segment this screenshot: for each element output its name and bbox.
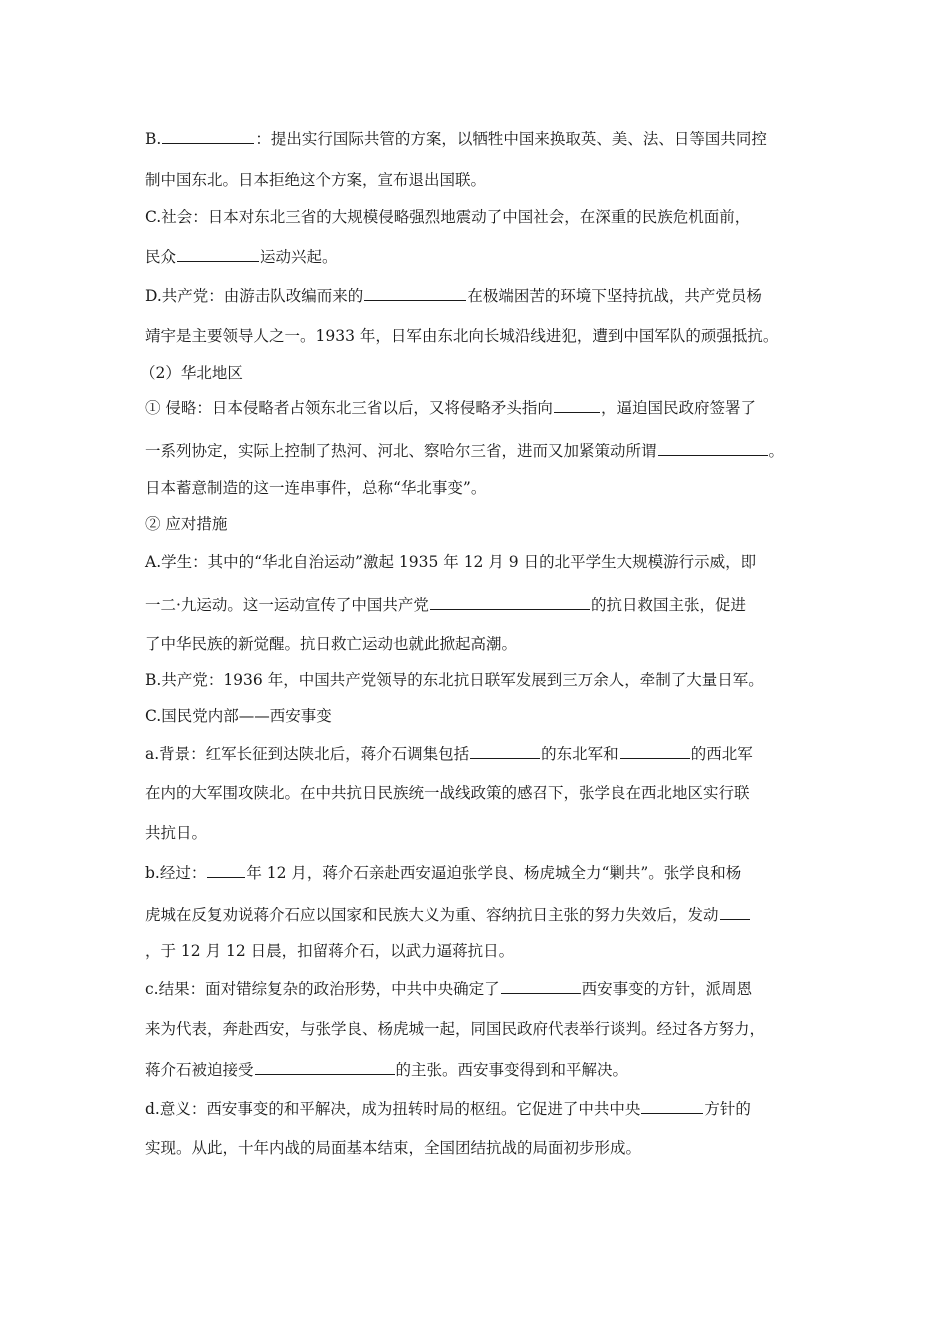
text-line: A.学生：其中的“华北自治运动”激起 1935 年 12 月 9 日的北平学生大规模游行示威，即 [145, 553, 757, 571]
text-line: 一系列协定，实际上控制了热河、河北、察哈尔三省，进而又加紧策动所谓 。 [145, 442, 785, 460]
fill-in-blank[interactable] [207, 862, 245, 878]
text-line: 在内的大军围攻陕北。在中共抗日民族统一战线政策的感召下，张学良在西北地区实行联 [145, 784, 750, 802]
text-line: d.意义：西安事变的和平解决，成为扭转时局的枢纽。它促进了中共中央 方针的 [145, 1100, 751, 1118]
section-heading: （2）华北地区 [140, 364, 243, 382]
text-line: 虎城在反复劝说蒋介石应以国家和民族大义为重、容纳抗日主张的努力失效后，发动 [145, 904, 751, 925]
text-line: C.社会：日本对东北三省的大规模侵略强烈地震动了中国社会，在深重的民族危机面前， [145, 208, 751, 226]
text-line: C.国民党内部——西安事变 [145, 707, 332, 725]
text-line: B.共产党：1936 年，中国共产党领导的东北抗日联军发展到三万余人，牵制了大量日军。 [145, 671, 764, 689]
text-line: ，于 12 月 12 日晨，扣留蒋介石，以武力逼蒋抗日。 [145, 942, 515, 960]
text-line: 制中国东北。日本拒绝这个方案，宣布退出国联。 [145, 171, 487, 189]
fill-in-blank[interactable] [255, 1059, 395, 1075]
text-line: 靖宇是主要领导人之一。1933 年，日军由东北向长城沿线进犯，遭到中国军队的顽强抵抗。 [145, 327, 779, 345]
text-line: 民众 运动兴起。 [145, 248, 338, 266]
text-line: B. ：提出实行国际共管的方案，以牺牲中国来换取英、美、法、日等国共同控 [145, 130, 767, 148]
text-line: 了中华民族的新觉醒。抗日救亡运动也就此掀起高潮。 [145, 635, 518, 653]
fill-in-blank[interactable] [177, 246, 259, 262]
fill-in-blank[interactable] [501, 978, 581, 994]
fill-in-blank[interactable] [554, 397, 600, 413]
text-line: 日本蓄意制造的这一连串事件，总称“华北事变”。 [145, 479, 487, 497]
fill-in-blank[interactable] [620, 743, 690, 759]
text-line: c.结果：面对错综复杂的政治形势，中共中央确定了 西安事变的方针，派周恩 [145, 980, 753, 998]
text-line: b.经过： 年 12 月，蒋介石亲赴西安逼迫张学良、杨虎城全力“剿共”。张学良和杨 [145, 864, 742, 882]
fill-in-blank[interactable] [162, 128, 254, 144]
fill-in-blank[interactable] [720, 904, 750, 920]
text-line: 实现。从此，十年内战的局面基本结束，全国团结抗战的局面初步形成。 [145, 1139, 642, 1157]
fill-in-blank[interactable] [658, 440, 768, 456]
subsection-heading: ② 应对措施 [145, 515, 228, 533]
text-line: 蒋介石被迫接受 的主张。西安事变得到和平解决。 [145, 1061, 629, 1079]
fill-in-blank[interactable] [364, 285, 466, 301]
text-line: a.背景：红军长征到达陕北后，蒋介石调集包括 的东北军和 的西北军 [145, 745, 753, 763]
fill-in-blank[interactable] [430, 594, 590, 610]
fill-in-blank[interactable] [470, 743, 540, 759]
text-line: 来为代表，奔赴西安，与张学良、杨虎城一起，同国民政府代表举行谈判。经过各方努力， [145, 1020, 766, 1038]
text-line: ① 侵略：日本侵略者占领东北三省以后，又将侵略矛头指向 ，逼迫国民政府签署了 [145, 399, 756, 417]
text-line: D.共产党：由游击队改编而来的 在极端困苦的环境下坚持抗战，共产党员杨 [145, 287, 762, 305]
text-line: 共抗日。 [145, 824, 208, 842]
text-line: 一二·九运动。这一运动宣传了中国共产党 的抗日救国主张，促进 [145, 596, 746, 614]
fill-in-blank[interactable] [641, 1098, 703, 1114]
